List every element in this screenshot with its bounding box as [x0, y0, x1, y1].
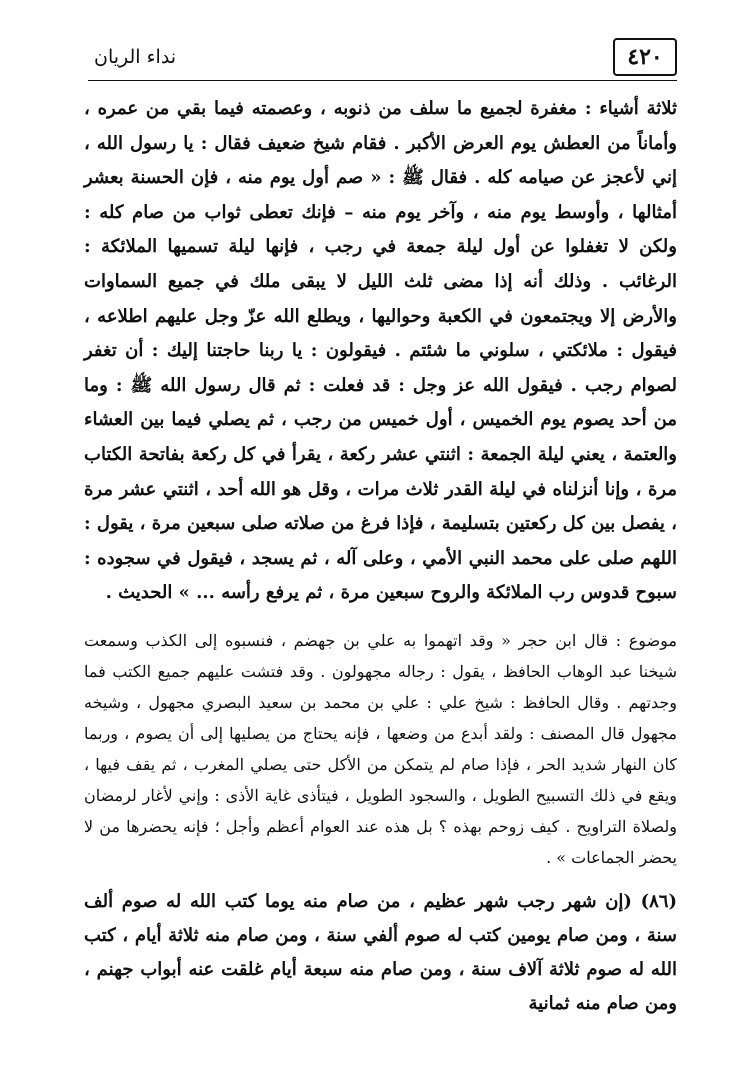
commentary-paragraph: موضوع : قال ابن حجر « وقد اتهموا به علي بن جهضم ، فنسبوه إلى الكذب وسمعت شيخنا عبد الوهاب الحافظ ، يقول : رجاله مجهولون . وقد فتشت عليهم جميع الكتب فما وجدتهم . وقال الحافظ : شيخ علي : علي بن محمد بن سعيد البصري مجهول ، وشيخه مجهول قال المصنف : ولقد أبدع من وضعها ، فإنه يحتاج من يصليها إلى أن يصوم ، وربما كان النهار شديد الحر ، فإذا صام لم يتمكن من الأكل حتى يصلي المغرب ، ثم يقف فيها ، ويقع في ذلك التسبيح الطويل ، والسجود الطويل ، فيتأذى غاية الأذى : وإني لأغار لرمضان ولصلاة التراويح . كيف زوحم بهذه ؟ بل هذه عند العوام أعظم وأجل ؛ فإنه يحضرها من لا يحضر الجماعات » . — [84, 630, 678, 867]
hadith-text-paragraph: ثلاثة أشياء : مغفرة لجميع ما سلف من ذنوبه ، وعصمته فيما بقي من عمره ، وأماناً من العطش يوم العرض الأكبر . فقام شيخ ضعيف فقال : يا رسول الله ، إني لأعجز عن صيامه كله . فقال ﷺ : « صم أول يوم منه ، فإن الحسنة بعشر أمثالها ، وأوسط يوم منه ، وآخر يوم منه – فإنك تعطى ثواب من صام كله : ولكن لا تغفلوا عن أول ليلة جمعة في رجب ، فإنها ليلة تسميها الملائكة : الرغائب . وذلك أنه إذا مضى ثلث الليل لا يبقى ملك في جميع السماوات والأرض إلا ويجتمعون في الكعبة وحواليها ، ويطلع الله عزّ وجل عليهم اطلاعه ، فيقول : ملائكتي ، سلوني ما شئتم . فيقولون : يا ربنا حاجتنا إليك : أن تغفر لصوام رجب . فيقول الله عز وجل : قد فعلت : ثم قال رسول الله ﷺ : وما من أحد يصوم يوم الخميس ، أول خميس من رجب ، ثم يصلي فيما بين العشاء والعتمة ، يعني ليلة الجمعة : اثنتي عشر ركعة ، يقرأ في كل ركعة بفاتحة الكتاب مرة ، وإنا أنزلناه في ليلة القدر ثلاث مرات ، وقل هو الله أحد ، اثنتي عشر مرة ، يفصل بين كل ركعتين بتسليمة ، فإذا فرغ من صلاته صلى سبعين مرة ، يقول : اللهم صلى على محمد النبي الأمي ، وعلى آله ، ثم يسجد ، فيقول في سجوده : سبوح قدوس رب الملائكة والروح سبعين مرة ، ثم يرفع رأسه ... » الحديث . — [84, 98, 677, 604]
hadith-86-paragraph: (٨٦) (إن شهر رجب شهر عظيم ، من صام منه يوما كتب الله له صوم ألف سنة ، ومن صام يومين كتب له صوم ألفي سنة ، ومن صام منه ثلاثة أيام ، كتب الله له صوم ثلاثة آلاف سنة ، ومن صام منه سبعة أيام غلقت عنه أبواب جهنم ، ومن صام منه ثمانية — [84, 890, 677, 1014]
book-title: نداء الريان — [94, 46, 177, 68]
page-number: ٤٢٠ — [613, 38, 677, 76]
page-content — [84, 92, 677, 1021]
page-header — [88, 38, 677, 81]
